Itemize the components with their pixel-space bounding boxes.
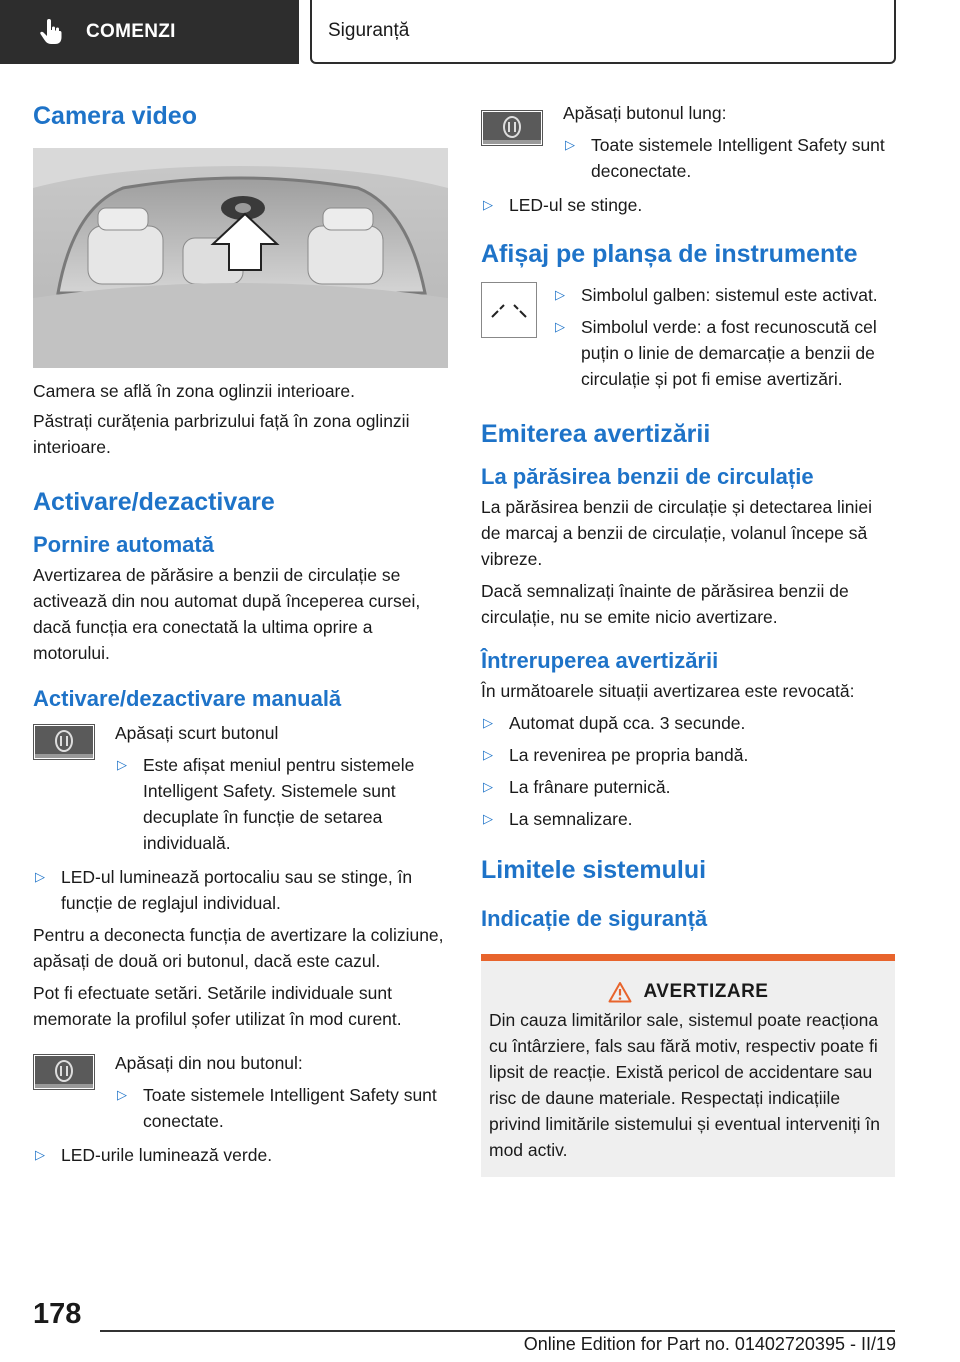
warning-text: Din cauza limitărilor sale, sistemul poate reacționa cu întârziere, fals sau fără motiv, respectiv poate fi lipsit de reacție. Există pericol de accidentare sau risc de daune materiale. Respectați indicațiile privind limitările sistemului și eventual interveniți în mod activ. [489,1010,880,1160]
triangle-bullet-icon: ▷ [35,1147,45,1162]
limits-heading: Limitele sistemului [481,856,707,884]
left-column [33,100,448,1168]
triangle-bullet-icon: ▷ [483,779,493,794]
list-item: ▷ La frânare puternică. [481,774,895,800]
list-item: ▷ Toate sistemele Intelligent Safety sunt deconectate. [563,132,895,184]
hand-pointer-icon [36,17,66,47]
deactivate-text: Pentru a deconecta funcția de avertizare la coliziune, apăsați de două ori butonul, dacă este cazul. [33,925,444,971]
list-item: ▷ Simbolul galben: sistemul este activat. [553,282,895,308]
warning-triangle-icon [608,981,632,1003]
interrupt-heading: Întreruperea avertizării [481,648,719,673]
triangle-bullet-icon: ▷ [117,1087,127,1102]
list-item: ▷ LED-urile luminează verde. [33,1142,448,1168]
intelligent-safety-button-image [481,110,543,146]
windshield-camera-photo [33,148,448,368]
press-again-label: Apăsați din nou butonul: [115,1053,303,1073]
list-item: ▷ LED-ul se stinge. [481,192,895,218]
triangle-bullet-icon: ▷ [483,715,493,730]
camera-text-2: Păstrați curățenia parbrizului față în zona oglinzii interioare. [33,411,410,457]
press-short-block [33,720,448,856]
safety-heading: Indicație de siguranță [481,906,708,931]
section-header [310,0,896,64]
triangle-bullet-icon: ▷ [35,869,45,884]
press-long-label: Apăsați butonul lung: [563,103,727,123]
interrupt-intro: În următoarele situații avertizarea este revocată: [481,681,855,701]
camera-heading: Camera video [33,102,197,130]
right-column [481,100,895,1177]
page-number: 178 [33,1298,82,1330]
intelligent-safety-button-image [33,724,95,760]
press-again-block [33,1050,448,1134]
list-item: ▷ Automat după cca. 3 secunde. [481,710,895,736]
triangle-bullet-icon: ▷ [565,137,575,152]
auto-start-heading: Pornire automată [33,532,214,557]
leaving-lane-text-2: Dacă semnalizați înainte de părăsirea benzii de circulație, nu se emite nicio avertizare. [481,581,849,627]
footer-divider [100,1330,895,1332]
triangle-bullet-icon: ▷ [483,747,493,762]
warning-box [481,954,895,1177]
display-heading: Afișaj pe planșa de instrumente [481,240,858,268]
triangle-bullet-icon: ▷ [483,811,493,826]
chapter-tab-label: COMENZI [86,21,176,42]
list-item: ▷ LED-ul luminează portocaliu sau se stinge, în funcție de reglajul individual. [33,864,448,916]
leaving-lane-text-1: La părăsirea benzii de circulație și detectarea liniei de marcaj a benzii de circulație, volanul începe să vibreze. [481,497,873,569]
manual-heading: Activare/dezactivare manuală [33,686,342,711]
auto-start-text: Avertizarea de părăsire a benzii de circulație se activează din nou automat după începerea cursei, dacă funcția era conectată la ultima oprire a motorului. [33,565,421,663]
chapter-tab[interactable] [0,0,299,64]
edition-footer: Online Edition for Part no. 01402720395 - II/19 [523,1334,896,1354]
list-item: ▷ Simbolul verde: a fost recunoscută cel puțin o linie de demarcație a benzii de circulație și pot fi emise avertizări. [553,314,895,392]
list-item: ▷ Toate sistemele Intelligent Safety sunt conectate. [115,1082,448,1134]
leaving-lane-heading: La părăsirea benzii de circulație [481,464,814,489]
list-item: ▷ Este afișat meniul pentru sistemele Intelligent Safety. Sistemele sunt decuplate în funcție de setarea individuală. [115,752,448,856]
lane-departure-icon [481,282,537,338]
intelligent-safety-button-image [33,1054,95,1090]
list-item: ▷ La revenirea pe propria bandă. [481,742,895,768]
triangle-bullet-icon: ▷ [117,757,127,772]
activation-heading: Activare/dezactivare [33,488,275,516]
list-item: ▷ La semnalizare. [481,806,895,832]
triangle-bullet-icon: ▷ [483,197,493,212]
settings-text: Pot fi efectuate setări. Setările individuale sunt memorate la profilul șofer utilizat în mod curent. [33,983,402,1029]
triangle-bullet-icon: ▷ [555,319,565,334]
display-symbol-block [481,282,895,392]
section-label: Siguranță [328,20,410,41]
warning-label: AVERTIZARE [643,981,769,1002]
camera-text-1: Camera se află în zona oglinzii interioare. [33,381,355,401]
press-short-label: Apăsați scurt butonul [115,723,279,743]
triangle-bullet-icon: ▷ [555,287,565,302]
press-long-block [481,100,895,184]
warning-heading: Emiterea avertizării [481,420,711,448]
